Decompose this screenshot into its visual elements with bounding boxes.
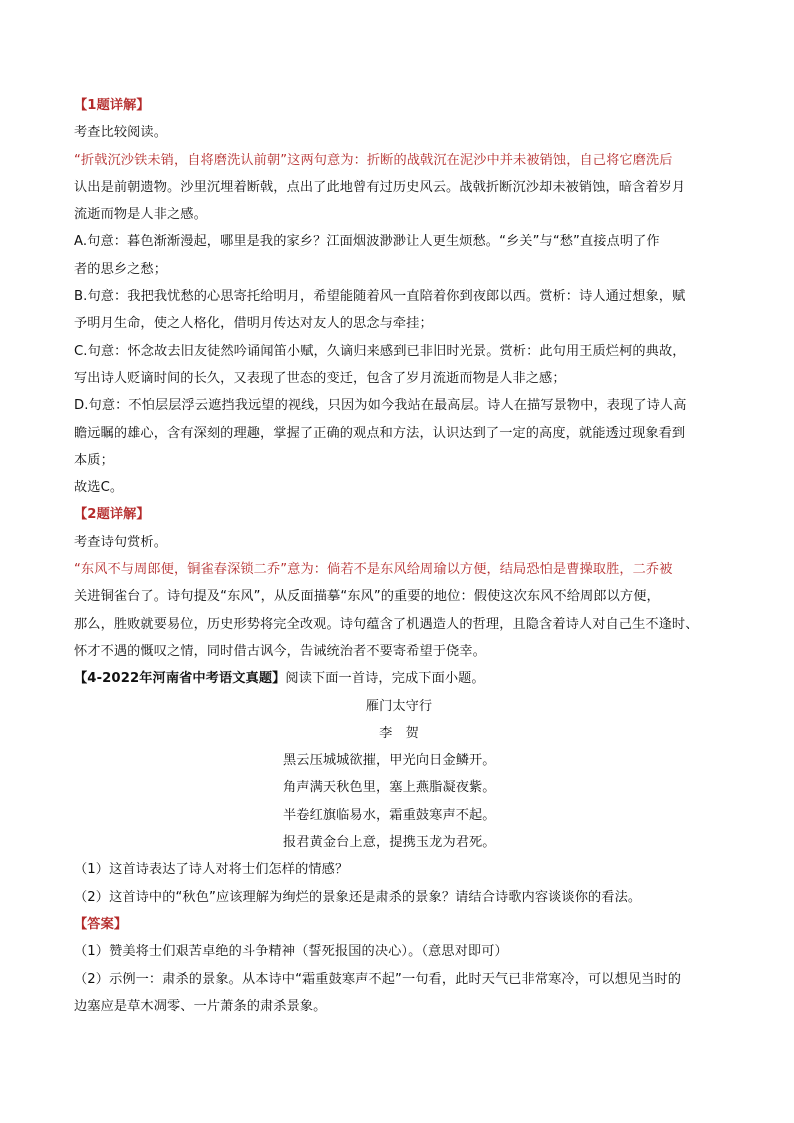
q2-header: 【2题详解】 [74,507,150,523]
q2-intro: 考查诗句赏析。 [74,534,168,550]
question-1: （1）这首诗表达了诗人对将士们怎样的情感？ [74,862,349,878]
q2-paragraph-line: 怀才不遇的慨叹之情，同时借古讽今，告诫统治者不要寄希望于侥幸。 [74,643,486,659]
q4-source: 【4-2022年河南省中考语文真题】 [74,671,286,687]
document-content [74,92,724,1020]
q4-instruction: 阅读下面一首诗，完成下面小题。 [285,671,485,687]
question-2: （2）这首诗中的“秋色”应该理解为绚烂的景象还是肃杀的景象？请结合诗歌内容谈谈你的看法。 [74,889,642,905]
q1-option-b: B.句意：我把我忧愁的心思寄托给明月，希望能随着风一直陪着你到夜郎以西。赏析：诗人通过想象，赋 [74,289,686,305]
q4-source-line [74,665,724,692]
q2-paragraph-line: 关进铜雀台了。诗句提及“东风”，从反面描摹“东风”的重要的地位：假使这次东风不给周郎以方便， [74,589,660,605]
poem-line: 报君黄金台上意，提携玉龙为君死。 [283,835,496,851]
answer-1: （1）赞美将士们艰苦卓绝的斗争精神（誓死报国的决心）。（意思对即可） [74,944,508,960]
q1-quote-line: “折戟沉沙铁未销，自将磨洗认前朝”这两句意为：折断的战戟沉在泥沙中并未被销蚀，自己将它磨洗后 [74,152,673,168]
q1-intro: 考查比较阅读。 [74,125,168,141]
q2-paragraph-line: 那么，胜败就要易位，历史形势将完全改观。诗句蕴含了机遇造人的哲理，且隐含着诗人对自己生不逢时、 [74,616,699,632]
q1-header: 【1题详解】 [74,98,150,113]
poem-line: 黑云压城城欲摧，甲光向日金鳞开。 [283,753,496,769]
q1-paragraph-line: 认出是前朝遗物。沙里沉埋着断戟，点出了此地曾有过历史风云。战戟折断沉沙却未被销蚀，暗含着岁月 [74,179,686,195]
q1-paragraph-line: 流逝而物是人非之感。 [74,207,207,223]
answer-2-cont: 边塞应是草木凋零、一片萧条的肃杀景象。 [74,998,327,1014]
q1-option-a-cont: 者的思乡之愁； [74,261,168,277]
poem-line: 角声满天秋色里，塞上燕脂凝夜紫。 [283,780,496,796]
poem-title: 雁门太守行 [365,698,433,714]
answer-2: （2）示例一：肃杀的景象。从本诗中“霜重鼓寒声不起”一句看，此时天气已非常寒冷，可以想见当时的 [74,971,681,987]
answer-header: 【答案】 [74,916,128,932]
q1-conclusion: 故选C。 [74,480,124,496]
poem-author: 李 贺 [379,725,419,741]
q1-option-d-cont: 瞻远瞩的雄心，含有深刻的理趣，掌握了正确的观点和方法，认识达到了一定的高度，就能透过现象看到 [74,425,686,441]
q1-option-d: D.句意：不怕层层浮云遮挡我远望的视线，只因为如今我站在最高层。诗人在描写景物中，表现了诗人高 [74,398,687,414]
q1-option-c: C.句意：怀念故去旧友徒然吟诵闻笛小赋，久谪归来感到已非旧时光景。赏析：此句用王质烂柯的典故， [74,343,686,359]
q1-option-a: A.句意：暮色渐渐漫起，哪里是我的家乡？江面烟波渺渺让人更生烦愁。“乡关”与“愁”直接点明了作 [74,234,660,250]
poem-line: 半卷红旗临易水，霜重鼓寒声不起。 [283,807,496,823]
q2-quote-line: “东风不与周郎便，铜雀春深锁二乔”意为：倘若不是东风给周瑜以方便，结局恐怕是曹操取胜，二乔被 [74,562,673,578]
q1-option-b-cont: 予明月生命，使之人格化，借明月传达对友人的思念与牵挂； [74,316,433,332]
q1-option-c-cont: 写出诗人贬谪时间的长久，又表现了世态的变迁，包含了岁月流逝而物是人非之感； [74,370,566,386]
q1-option-d-cont: 本质； [74,452,114,468]
